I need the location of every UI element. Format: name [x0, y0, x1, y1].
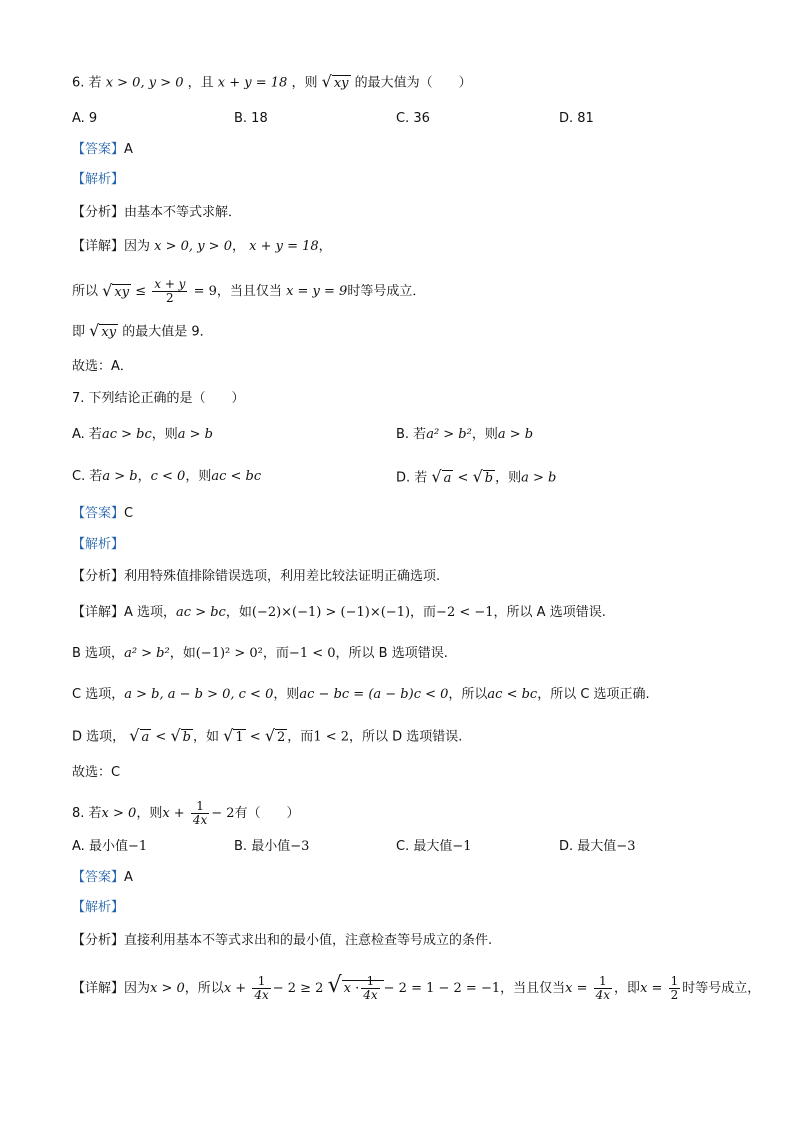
q7-detail-d-prefix: D 选项， — [72, 729, 126, 745]
q7-answer-line — [72, 504, 133, 524]
q8-opt-a-text: 最小值 — [88, 839, 128, 854]
q7-option-c — [72, 467, 261, 487]
q6-line2 — [72, 278, 425, 305]
q7-detail-a-tail: ，所以 A 选项错误. — [493, 605, 606, 620]
q7-opt-d-radicand-b: b — [484, 471, 494, 486]
q7-detail-d-sqrt-b: √ b — [170, 726, 191, 745]
q7-opt-a-result: a > b — [177, 427, 213, 442]
q8-detail-x2: x = — [640, 981, 663, 996]
q7-option-d — [396, 467, 556, 489]
q7-detail-d-rad-1: 1 — [235, 730, 244, 745]
q8-detail-x: x + — [223, 981, 247, 996]
q8-opt-b-text: 最小值 — [251, 839, 291, 854]
q6-l3-tail: 的最大值是 9． — [122, 324, 213, 340]
q8-stem-tail: 有（ ） — [234, 806, 300, 821]
q7-detail-d-mid2: ，而 — [287, 729, 314, 745]
q7-detail-a-mid2: ，而 — [410, 605, 437, 620]
q8-detail-mid: ，所以 — [184, 981, 224, 996]
q7-opt-a-cond: ac > bc — [101, 427, 152, 442]
q8-stem-num: 1 — [191, 800, 209, 814]
q7-detail-d-sqrt-2: √ 2 — [264, 726, 286, 745]
q6-detail-end: ， — [318, 239, 332, 254]
q8-detail-rad-num: 1 — [361, 975, 379, 989]
q7-opt-c-cond2: c < 0 — [150, 469, 186, 484]
q6-option-d: D. 81 — [559, 111, 594, 126]
q7-detail-b-m2: (−1)² > 0² — [195, 646, 263, 661]
q8-detail-ge: − 2 ≥ 2 — [272, 981, 324, 996]
q8-opt-c-text: 最大值 — [413, 839, 453, 854]
q7-detail-c-mid2: ，所以 — [448, 687, 488, 702]
q7-opt-c-prefix: C. 若 — [72, 469, 103, 484]
q7-opt-d-sqrt-b: √ b — [472, 467, 494, 486]
q7-opt-b-cond: a² > b² — [426, 427, 472, 442]
q8-detail-line — [72, 975, 760, 1002]
q7-detail-d-m: 1 < 2 — [313, 729, 350, 745]
q7-detail-d-lt: < — [155, 729, 167, 745]
q6-answer-line — [72, 140, 133, 160]
q8-detail-x2-fraction — [669, 975, 681, 1002]
q8-analysis-label: 【解析】 — [72, 900, 125, 915]
q8-option-b — [234, 837, 309, 857]
q8-fenxi-line — [72, 931, 492, 951]
q7-opt-c-mid: ，则 — [185, 469, 212, 484]
q6-l3-sqrt: √ xy — [89, 321, 117, 340]
q7-choose: 故选：C — [72, 765, 121, 780]
q8-detail-fraction — [252, 975, 270, 1002]
q7-detail-a — [72, 603, 606, 623]
q7-opt-b-result: a > b — [497, 427, 534, 442]
q6-answer: A — [124, 142, 133, 157]
q6-stem — [72, 72, 472, 94]
q6-analysis-tag — [72, 170, 124, 190]
q6-l2-mid: ，当且仅当 — [216, 284, 282, 299]
q6-choose: 故选：A． — [72, 359, 133, 374]
q6-option-b: B. 18 — [234, 111, 268, 126]
q6-fenxi: 由基本不等式求解． — [124, 205, 242, 220]
q7-opt-a-mid: ，则 — [151, 427, 178, 442]
q7-detail-c-m3: ac < bc — [487, 687, 538, 702]
q8-fenxi-tag: 【分析】 — [72, 933, 125, 948]
q7-opt-d-lt: < — [457, 470, 469, 486]
q8-stem-minus2: − 2 — [211, 806, 235, 821]
q6-fenxi-line — [72, 203, 241, 223]
q6-l3-radicand: xy — [101, 325, 117, 340]
q7-detail-b-mid2: ，而 — [262, 646, 289, 661]
q7-detail-b-mid: ，如 — [169, 646, 196, 661]
q6-l2-prefix: 所以 — [72, 284, 99, 299]
q6-sqrt: √ xy — [321, 72, 349, 91]
q7-analysis-tag — [72, 535, 124, 555]
q6-l2-equals: = 9 — [193, 284, 217, 299]
q8-stem-den: 4x — [192, 813, 208, 827]
q7-detail-a-m2: (−2)×(−1) > (−1)×(−1) — [251, 605, 411, 620]
q8-fenxi: 直接利用基本不等式求出和的最小值，注意检查等号成立的条件. — [124, 933, 493, 948]
q7-detail-a-m3: −2 < −1 — [436, 605, 494, 620]
q6-l2-denominator: 2 — [166, 291, 174, 305]
q8-detail-cond: x > 0 — [150, 981, 185, 996]
q6-option-c: C. 36 — [396, 111, 430, 126]
q7-detail-c — [72, 685, 650, 705]
q7-opt-c-result: ac < bc — [211, 469, 262, 484]
q7-detail-b-tail: ，所以 B 选项错误. — [335, 646, 448, 661]
q8-stem-mid: ，则 — [136, 806, 163, 821]
q6-stem-mid2: ，则 — [291, 75, 318, 91]
q8-stem-x: x + — [162, 806, 185, 821]
q8-detail-den: 4x — [254, 988, 269, 1002]
q7-detail-a-mid: ，如 — [225, 605, 252, 620]
q6-l3-prefix: 即 — [72, 324, 86, 340]
q7-detail-b — [72, 644, 448, 664]
q7-detail-d-mid: ，如 — [192, 729, 219, 745]
q8-answer: A — [124, 870, 133, 885]
q7-detail-b-m1: a² > b² — [124, 646, 170, 661]
q6-fenxi-tag: 【分析】 — [72, 205, 125, 220]
q7-detail-a-prefix: A 选项， — [124, 605, 177, 620]
q8-detail-rad-fraction — [361, 975, 379, 1002]
q7-fenxi-tag: 【分析】 — [72, 569, 125, 584]
q7-detail-c-prefix: C 选项， — [72, 687, 125, 702]
q8-answer-line — [72, 868, 133, 888]
q8-analysis-tag — [72, 898, 124, 918]
q6-detail-prefix: 因为 — [124, 239, 151, 254]
q8-opt-d-val: −3 — [616, 839, 636, 854]
q6-detail-line — [72, 237, 332, 257]
q6-l2-fraction — [152, 278, 187, 305]
q8-option-c — [396, 837, 472, 857]
q8-option-a — [72, 837, 147, 857]
q7-detail-d-rad-a: a — [141, 730, 150, 745]
q6-option-a: A. 9 — [72, 111, 98, 126]
q8-stem-cond: x > 0 — [101, 806, 137, 821]
q7-detail-d-rad-2: 2 — [277, 730, 286, 745]
q6-stem-mid: ，且 — [187, 75, 214, 91]
q8-stem-fraction — [191, 800, 209, 827]
q7-opt-c-comma: ， — [137, 469, 151, 484]
q8-opt-b-label: B. — [234, 839, 248, 854]
q8-detail-c-fraction — [594, 975, 612, 1002]
q7-detail-b-m3: −1 < 0 — [288, 646, 336, 661]
q7-opt-d-sqrt-a: √ a — [431, 467, 452, 486]
q6-detail-sum: x + y = 18 — [249, 239, 319, 254]
q6-detail-condition: x > 0, y > 0 — [154, 239, 232, 254]
q8-opt-d-label: D. — [559, 839, 574, 854]
q7-opt-a-prefix: A. 若 — [72, 427, 102, 442]
q7-answer: C — [124, 506, 134, 521]
q7-detail-b-prefix: B 选项， — [72, 646, 125, 661]
q8-detail-c-x: x = — [565, 981, 588, 996]
q6-stem-tail: 的最大值为（ ） — [354, 75, 472, 91]
q8-option-d — [559, 837, 635, 857]
q8-detail-tag: 【详解】 — [72, 981, 125, 996]
q8-detail-c-den: 4x — [595, 988, 611, 1002]
q7-analysis-label: 【解析】 — [72, 537, 125, 552]
q7-detail-tag: 【详解】 — [72, 605, 125, 620]
q8-detail-after: − 2 = 1 − 2 = −1 — [383, 981, 501, 996]
q7-fenxi: 利用特殊值排除错误选项，利用差比较法证明正确选项. — [124, 569, 441, 584]
q8-opt-a-label: A. — [72, 839, 85, 854]
q7-answer-tag: 【答案】 — [72, 506, 125, 521]
q6-detail-tag: 【详解】 — [72, 239, 125, 254]
q6-condition: x > 0, y > 0 — [105, 75, 184, 91]
q7-stem: 7. 下列结论正确的是（ ） — [72, 391, 245, 406]
q7-fenxi-line — [72, 567, 440, 587]
q8-opt-c-label: C. — [396, 839, 410, 854]
q7-detail-c-m1: a > b, a − b > 0, c < 0 — [124, 687, 274, 702]
q7-opt-c-cond1: a > b — [102, 469, 138, 484]
q6-analysis-label: 【解析】 — [72, 172, 125, 187]
q7-option-a — [72, 425, 213, 445]
q8-detail-c-num: 1 — [594, 975, 612, 989]
q7-detail-d-lt2: < — [249, 729, 261, 745]
q7-opt-d-radicand-a: a — [443, 471, 452, 486]
q7-opt-d-prefix: D. 若 — [396, 470, 428, 486]
q7-option-b — [396, 425, 533, 445]
q7-opt-d-result: a > b — [521, 470, 557, 486]
q8-detail-sqrt: √ x · $\frac{1}{4x}$ — [328, 975, 384, 1002]
q6-l2-condition: x = y = 9 — [286, 284, 348, 299]
q6-detail-comma: ， — [231, 239, 245, 254]
q7-detail-c-mid: ，则 — [273, 687, 300, 702]
q8-detail-rad-x: x · — [343, 981, 360, 996]
q7-detail-d-sqrt-a: √ a — [129, 726, 150, 745]
q8-detail-x2-num: 1 — [670, 974, 679, 988]
q7-detail-d-tail: ，所以 D 选项错误. — [349, 729, 463, 745]
q6-l2-le: ≤ — [135, 284, 147, 299]
q8-opt-c-val: −1 — [452, 839, 472, 854]
q8-detail-mid3: ，即 — [614, 981, 641, 996]
q6-l2-radicand: xy — [114, 284, 130, 300]
q7-detail-c-tail: ，所以 C 选项正确. — [537, 687, 650, 702]
q7-detail-d-sqrt-1: √ 1 — [223, 726, 244, 745]
q8-opt-d-text: 最大值 — [577, 839, 617, 854]
q8-detail-prefix: 因为 — [124, 981, 151, 996]
q7-detail-a-m1: ac > bc — [176, 605, 226, 620]
q7-detail-d-rad-b: b — [182, 730, 191, 745]
q8-stem-prefix: 8. 若 — [72, 806, 102, 821]
q7-opt-d-mid: ，则 — [495, 470, 522, 486]
q6-sum: x + y = 18 — [217, 75, 288, 91]
q8-detail-x2-den: 2 — [670, 988, 679, 1002]
q7-detail-d — [72, 726, 462, 748]
q8-detail-rad-den: 4x — [363, 988, 378, 1002]
q6-line3 — [72, 321, 213, 343]
q8-opt-a-val: −1 — [127, 839, 148, 854]
q8-opt-b-val: −3 — [290, 839, 310, 854]
q7-opt-b-prefix: B. 若 — [396, 427, 427, 442]
q6-l2-sqrt: √ xy — [102, 280, 130, 300]
q8-stem — [72, 800, 300, 827]
q8-detail-num: 1 — [252, 975, 270, 989]
q7-opt-b-mid: ，则 — [471, 427, 498, 442]
q8-detail-mid2: ，当且仅当 — [500, 981, 566, 996]
q6-l2-numerator: x + y — [154, 277, 186, 291]
q6-answer-tag: 【答案】 — [72, 142, 125, 157]
q6-stem-prefix: 6. 若 — [72, 75, 102, 91]
q6-radicand: xy — [333, 76, 349, 91]
q8-answer-tag: 【答案】 — [72, 870, 125, 885]
q6-l2-tail: 时等号成立． — [347, 284, 426, 299]
q7-detail-c-m2: ac − bc = (a − b)c < 0 — [299, 687, 449, 702]
q8-detail-tail: 时等号成立， — [682, 981, 761, 996]
